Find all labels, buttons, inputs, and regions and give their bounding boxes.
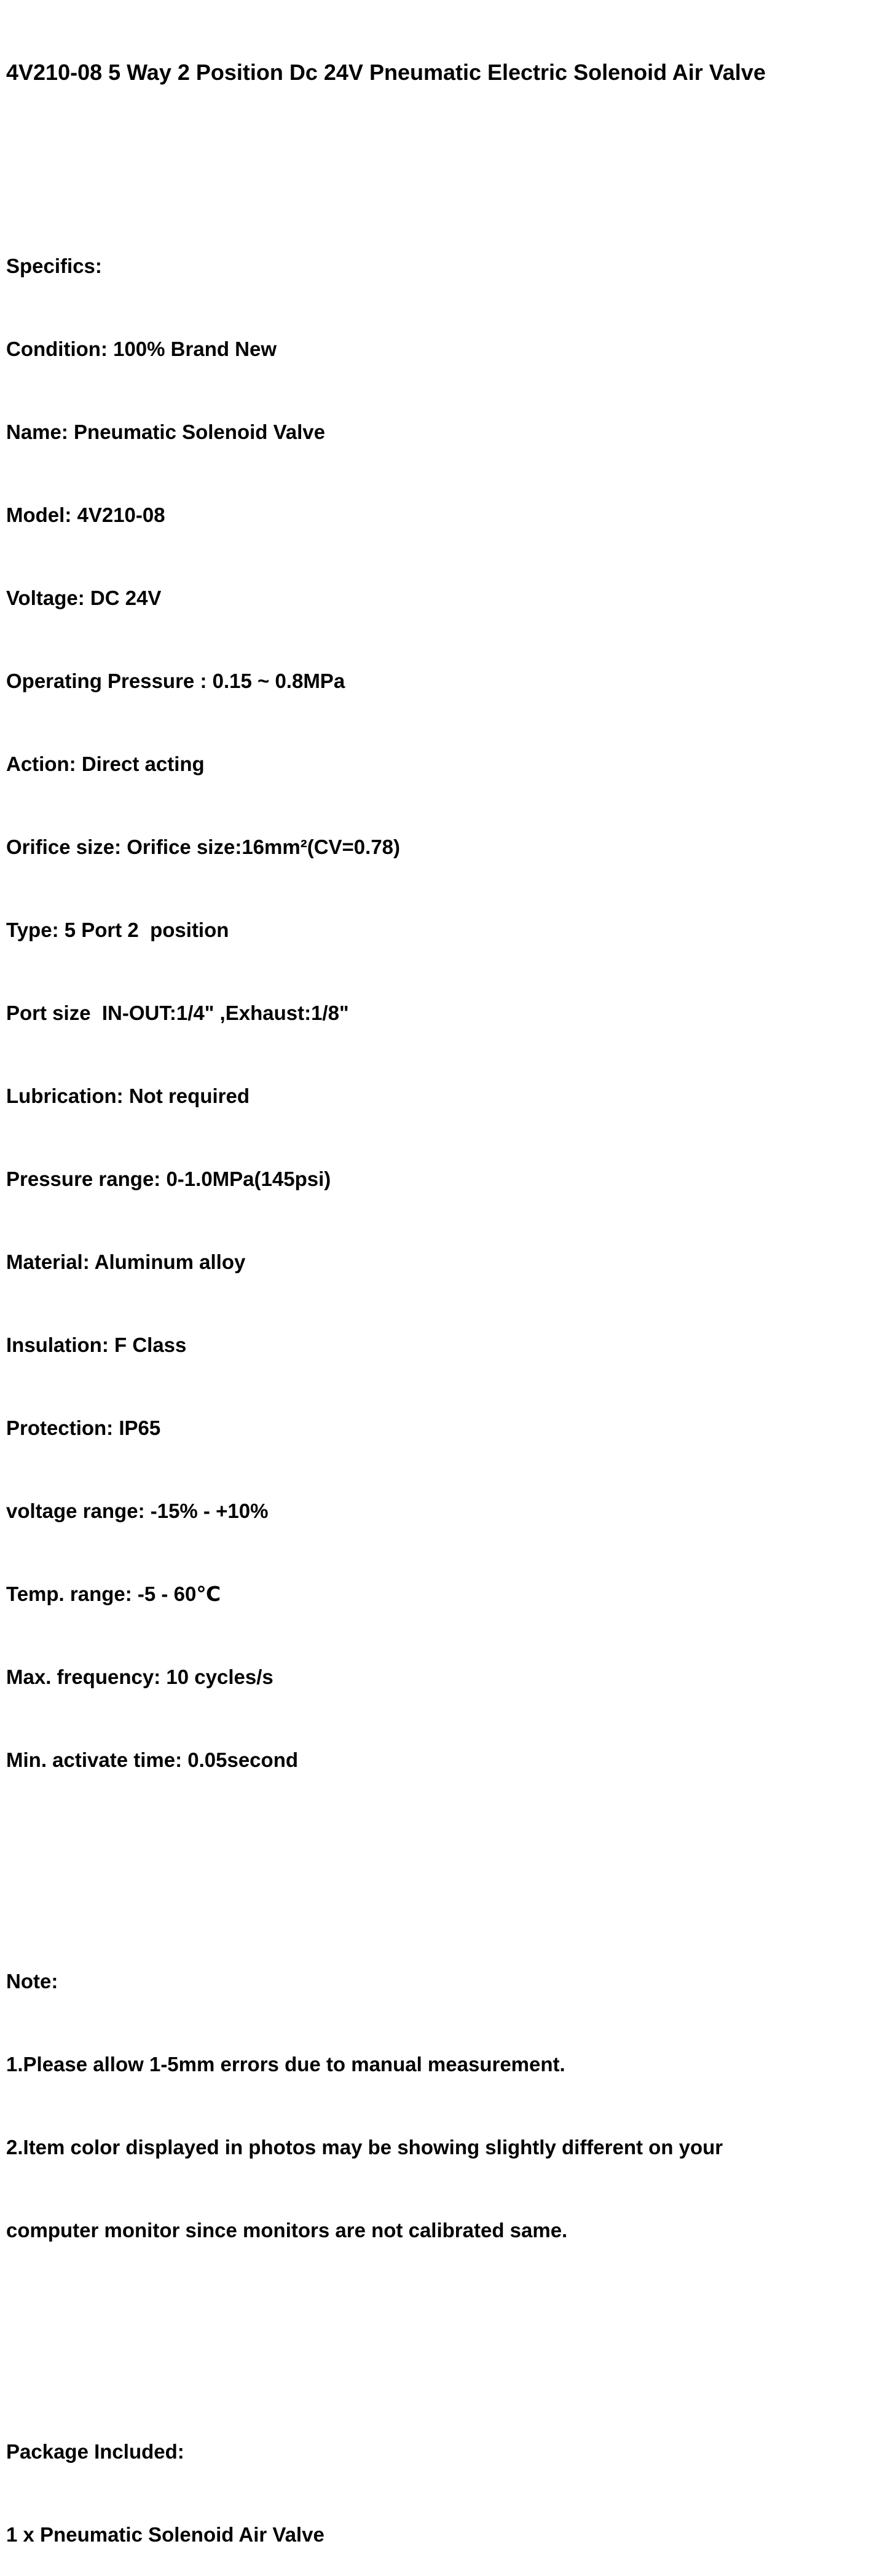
spacer [6, 1857, 882, 1884]
product-description [6, 0, 882, 2576]
spacer [6, 2327, 882, 2355]
spec-material: Material: Aluminum alloy [6, 1250, 246, 1273]
spec-protection: Protection: IP65 [6, 1416, 161, 1439]
spacer [6, 144, 882, 169]
spec-name: Name: Pneumatic Solenoid Valve [6, 421, 326, 443]
spec-lubrication: Lubrication: Not required [6, 1085, 250, 1107]
product-title: 4V210-08 5 Way 2 Position Dc 24V Pneumatic Electric Solenoid Air Valve [6, 60, 766, 85]
spec-orifice-size: Orifice size: Orifice size:16mm²(CV=0.78) [6, 836, 401, 858]
spec-pressure-range: Pressure range: 0-1.0MPa(145psi) [6, 1167, 331, 1190]
specifics-heading: Specifics: [6, 255, 102, 277]
spec-min-activate-time: Min. activate time: 0.05second [6, 1748, 299, 1771]
spec-temp-range: Temp. range: -5 - 60℃ [6, 1582, 221, 1605]
package-item: 1 x Pneumatic Solenoid Air Valve [6, 2523, 324, 2546]
note-line-2: 2.Item color displayed in photos may be showing slightly different on your [6, 2136, 723, 2159]
package-heading: Package Included: [6, 2440, 184, 2463]
spec-operating-pressure: Operating Pressure : 0.15 ~ 0.8MPa [6, 670, 345, 692]
spec-condition: Condition: 100% Brand New [6, 338, 277, 360]
spec-model: Model: 4V210-08 [6, 504, 165, 526]
spec-type: Type: 5 Port 2 position [6, 919, 229, 941]
spec-port-size: Port size IN-OUT:1/4" ,Exhaust:1/8" [6, 1002, 349, 1024]
spec-voltage-range: voltage range: -15% - +10% [6, 1499, 269, 1522]
spec-insulation: Insulation: F Class [6, 1333, 187, 1356]
note-line-1: 1.Please allow 1-5mm errors due to manual measurement. [6, 2053, 565, 2076]
note-line-3: computer monitor since monitors are not calibrated same. [6, 2219, 568, 2242]
spec-action: Action: Direct acting [6, 753, 205, 775]
note-heading: Note: [6, 1970, 58, 1993]
spec-max-frequency: Max. frequency: 10 cycles/s [6, 1665, 273, 1688]
spec-voltage: Voltage: DC 24V [6, 587, 162, 609]
